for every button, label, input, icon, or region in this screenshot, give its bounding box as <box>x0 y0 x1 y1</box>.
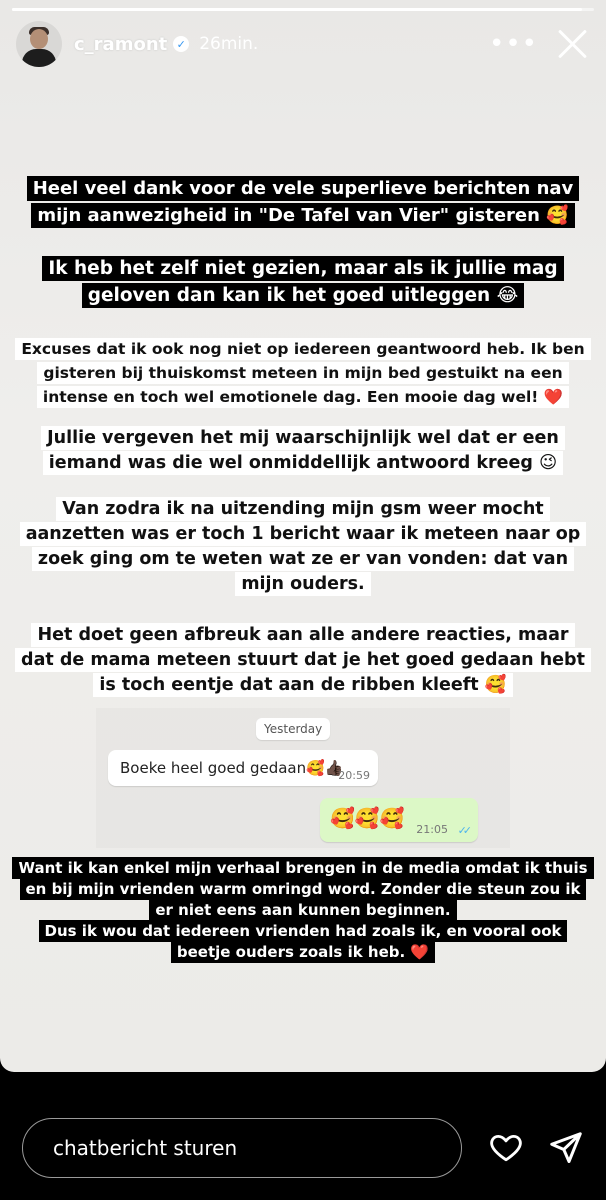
heart-icon[interactable] <box>488 1130 524 1164</box>
outgoing-message-text: 🥰🥰🥰 <box>330 806 405 830</box>
incoming-message <box>108 750 378 786</box>
chat-date-label: Yesterday <box>256 718 330 740</box>
incoming-message-time: 20:59 <box>338 769 370 782</box>
caption-4-text: Jullie vergeven het mij waarschijnlijk wel dat er een iemand was die wel onmiddellijk antwoord kreeg 😉 <box>41 426 565 475</box>
caption-5-text: Van zodra ik na uitzending mijn gsm weer mocht aanzetten was er toch 1 bericht waar ik meteen naar op zoek ging om te weten wat ze er van vonden: dat van mijn ouders. <box>20 497 587 596</box>
caption-5 <box>0 497 606 597</box>
caption-6 <box>0 623 606 698</box>
post-time: 26min. <box>199 34 259 54</box>
caption-3-text: Excuses dat ik ook nog niet op iedereen geantwoord heb. Ik ben gisteren bij thuiskomst meteen in mijn bed gestuikt na een intense en toch wel emotionele dag. Een mooie dag wel! ❤️ <box>15 338 590 408</box>
message-input[interactable] <box>22 1118 462 1178</box>
caption-3 <box>0 337 606 409</box>
avatar[interactable] <box>16 21 62 67</box>
caption-6-text: Het doet geen afbreuk aan alle andere reacties, maar dat de mama meteen stuurt dat je het goed gedaan hebt is toch eentje dat aan de ribben kleeft 🥰 <box>15 623 591 697</box>
chat-screenshot <box>96 708 510 848</box>
caption-1-text: Heel veel dank voor de vele superlieve berichten nav mijn aanwezigheid in "De Tafel van Vier" gisteren 🥰 <box>27 176 580 228</box>
more-icon[interactable]: ••• <box>488 29 538 59</box>
story-progress-fill <box>12 8 582 11</box>
caption-7-text: Want ik kan enkel mijn verhaal brengen in de media omdat ik thuis en bij mijn vrienden warm omringd word. Zonder die steun zou ik er niet eens aan kunnen beginnen. Dus ik wou dat iedereen vrienden had zoals ik, en vooral ook beetje ouders zoals ik heb. ❤️ <box>12 857 593 963</box>
caption-2 <box>0 255 606 309</box>
story-header <box>16 20 590 68</box>
incoming-message-text: Boeke heel goed gedaan🥰👍🏿 <box>120 759 344 777</box>
username[interactable]: c_ramont <box>74 33 168 55</box>
verified-badge-icon: ✓ <box>173 36 189 52</box>
outgoing-message <box>320 798 478 842</box>
story-progress-bar <box>12 8 594 11</box>
close-icon[interactable] <box>556 27 590 61</box>
outgoing-message-time: 21:05 <box>416 823 448 836</box>
read-receipt-icon: ✓✓ <box>457 824 468 837</box>
caption-7 <box>0 858 606 963</box>
caption-2-text: Ik heb het zelf niet gezien, maar als ik jullie mag geloven dan kan ik het goed uitleggen 😂 <box>42 256 563 308</box>
send-icon[interactable] <box>548 1130 584 1166</box>
caption-4 <box>0 426 606 476</box>
reply-bar <box>0 1072 606 1200</box>
caption-1 <box>0 175 606 229</box>
